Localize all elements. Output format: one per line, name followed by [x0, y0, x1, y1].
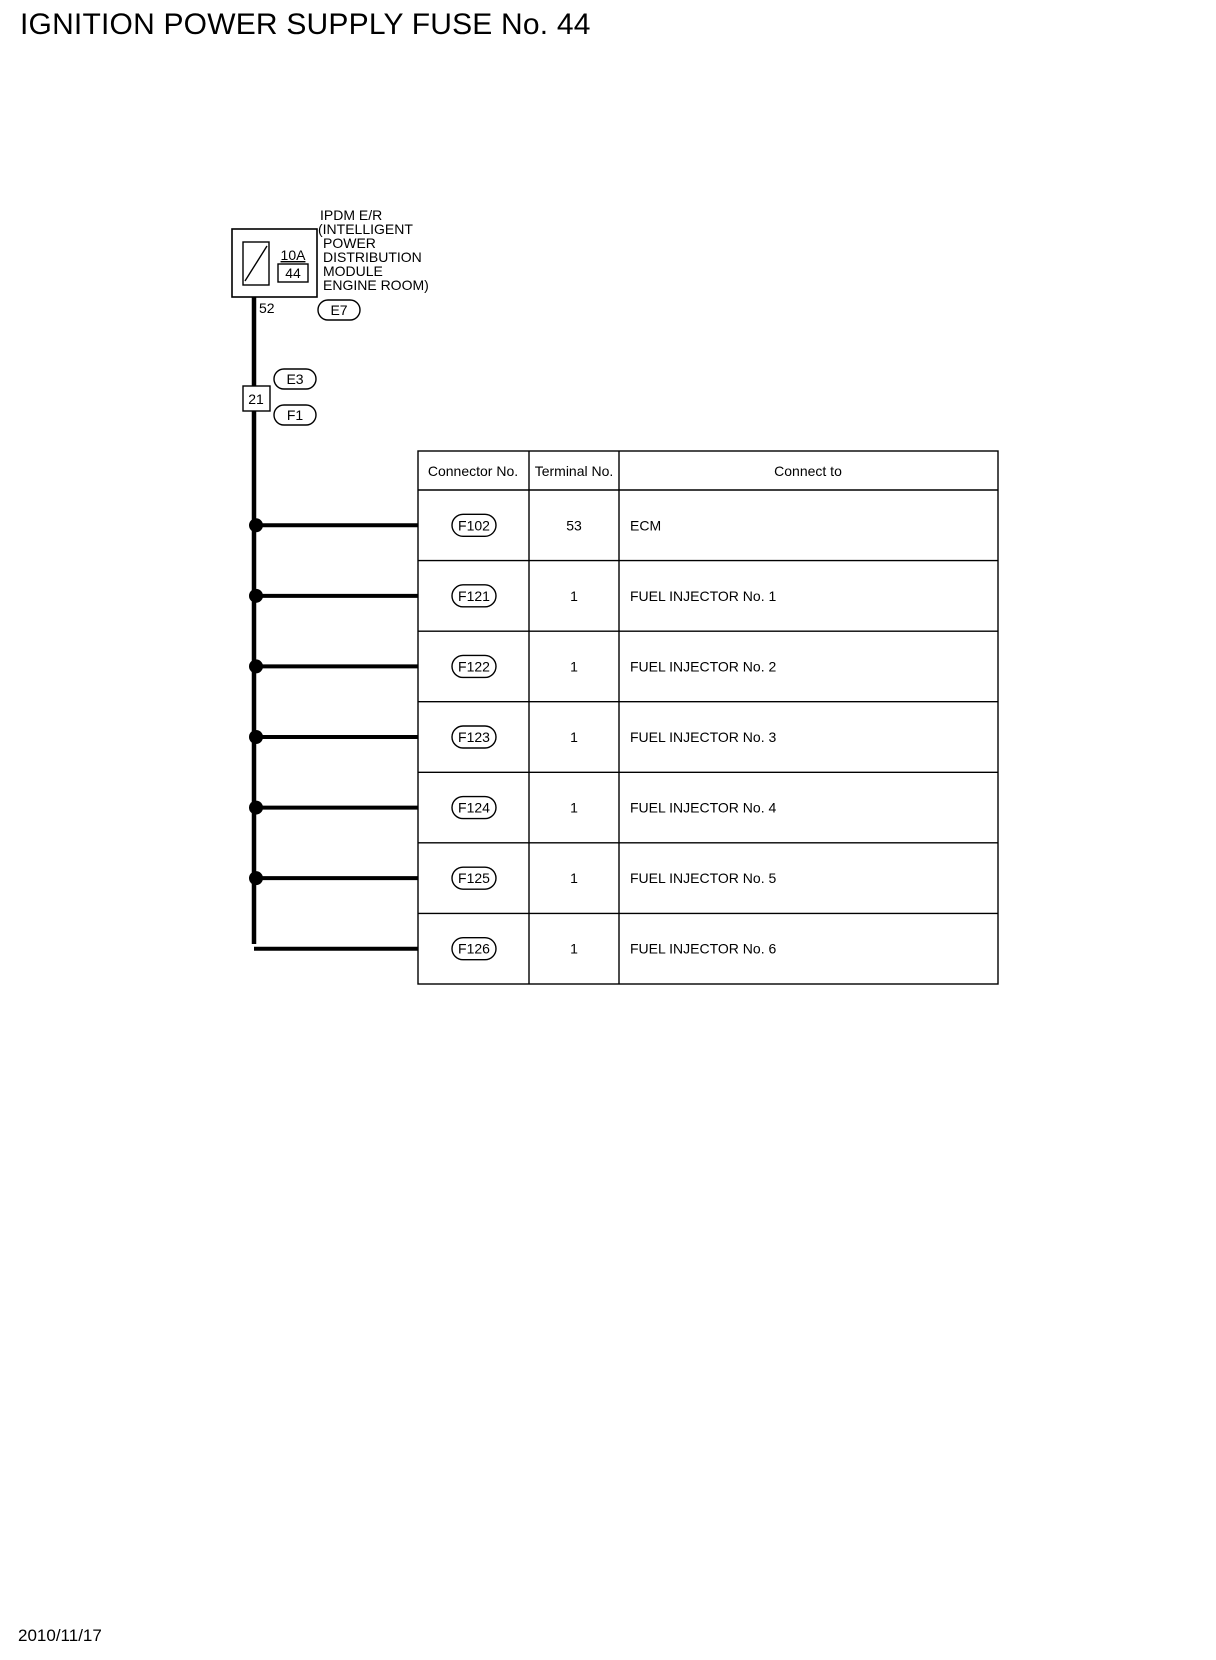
ipdm-label-line: POWER: [323, 235, 376, 251]
connection-table: [418, 451, 998, 984]
junction-terminal: 21: [248, 391, 264, 407]
row-connector: F124: [458, 799, 490, 816]
junction-connector-e3: E3: [286, 371, 304, 387]
row-terminal: 53: [566, 517, 582, 534]
ipdm-label-line: (INTELLIGENT: [318, 221, 413, 237]
ipdm-label: [318, 207, 429, 293]
row-connector: F102: [458, 517, 490, 534]
row-connector: F121: [458, 587, 490, 604]
row-connect-to: FUEL INJECTOR No. 1: [630, 587, 777, 604]
ipdm-terminal: 52: [259, 300, 275, 316]
row-terminal: 1: [570, 799, 578, 816]
row-terminal: 1: [570, 940, 578, 957]
page-title: IGNITION POWER SUPPLY FUSE No. 44: [20, 8, 591, 41]
row-terminal: 1: [570, 658, 578, 675]
junction-connector-f1: F1: [286, 407, 304, 423]
splice-dot: [249, 589, 263, 603]
table-header-connector: Connector No.: [427, 463, 519, 479]
row-terminal: 1: [570, 729, 578, 745]
fuse-number: 44: [285, 265, 301, 281]
ipdm-fuse-box: [232, 229, 317, 297]
row-connect-to: FUEL INJECTOR No. 2: [630, 658, 777, 675]
fuse-rating: 10A: [280, 247, 306, 263]
row-connector: F122: [458, 658, 490, 675]
splice-dot: [249, 871, 263, 885]
table-rows: [249, 514, 998, 959]
row-connect-to: FUEL INJECTOR No. 4: [630, 799, 777, 816]
ipdm-label-line: ENGINE ROOM): [323, 277, 429, 293]
row-connect-to: FUEL INJECTOR No. 5: [630, 870, 777, 887]
row-terminal: 1: [570, 870, 578, 887]
row-connector: F125: [458, 870, 490, 887]
row-connector: F126: [458, 940, 490, 957]
ipdm-label-line: IPDM E/R: [320, 207, 383, 223]
splice-dot: [249, 518, 263, 532]
table-header-connect-to: Connect to: [774, 463, 842, 479]
row-connect-to: ECM: [630, 517, 662, 534]
table-header-terminal: Terminal No.: [534, 463, 614, 479]
row-terminal: 1: [570, 587, 578, 604]
ipdm-connector-badge: [318, 300, 360, 320]
ipdm-connector: E7: [330, 302, 348, 318]
row-connect-to: FUEL INJECTOR No. 6: [630, 940, 777, 957]
splice-dot: [249, 801, 263, 815]
row-connector: F123: [458, 729, 490, 745]
row-connect-to: FUEL INJECTOR No. 3: [630, 729, 777, 745]
footer-date: 2010/11/17: [18, 1626, 102, 1645]
splice-dot: [249, 730, 263, 744]
splice-dot: [249, 659, 263, 673]
ipdm-label-line: MODULE: [323, 263, 383, 279]
ipdm-label-line: DISTRIBUTION: [323, 249, 422, 265]
